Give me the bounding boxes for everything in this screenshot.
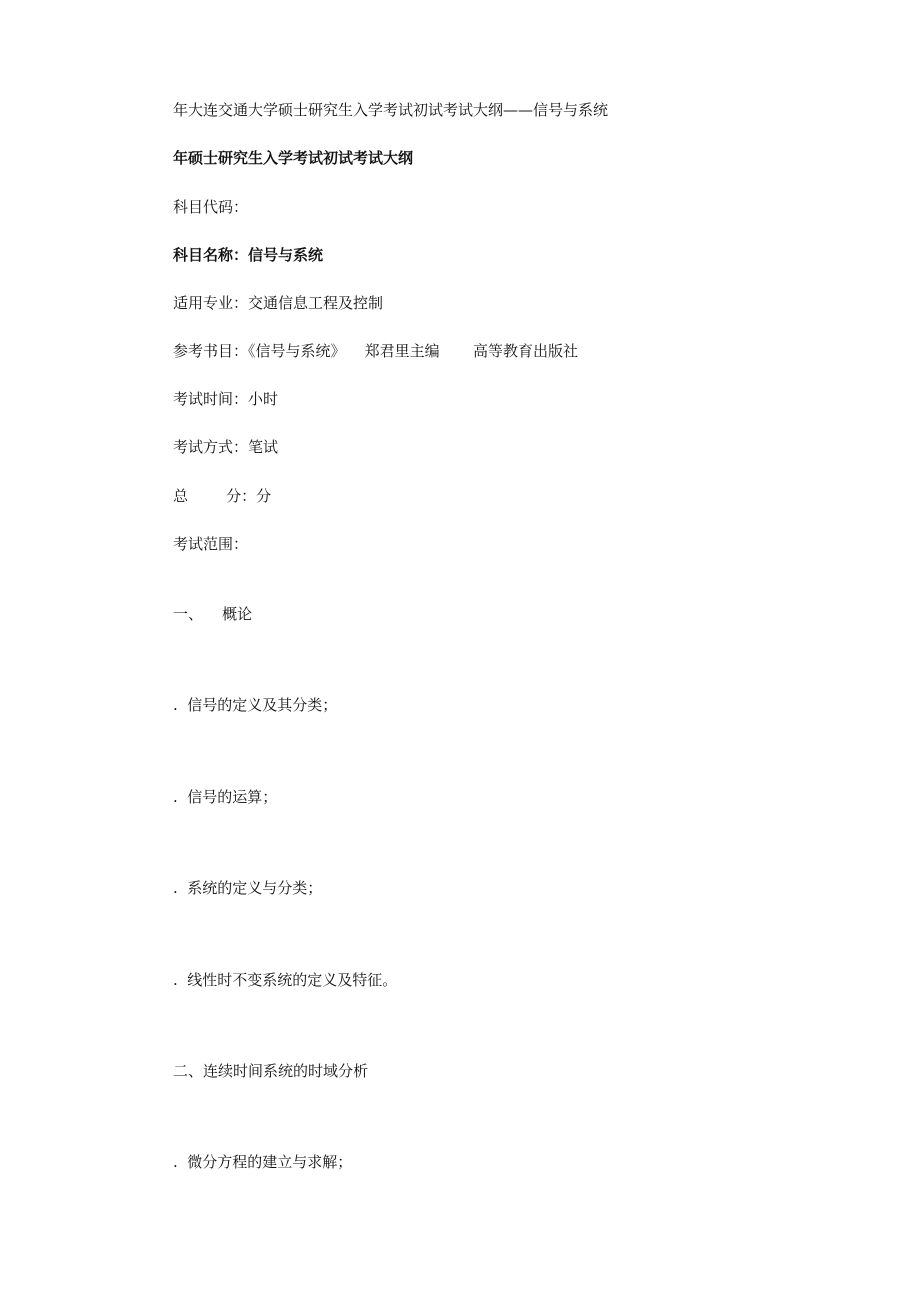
exam-scope: 考试范围： [173,535,249,553]
section-item: . 线性时不变系统的定义及特征。 [173,971,398,989]
section-item: . 系统的定义与分类； [173,879,323,897]
exam-time: 考试时间：小时 [173,390,279,408]
section-item: . 信号的运算； [173,788,278,806]
total-score: 总 分：分 [173,487,272,505]
subject-code: 科目代码： [173,198,249,216]
reference-book: 参考书目：《信号与系统》 郑君里主编 高等教育出版社 [173,342,578,360]
subject-name: 科目名称：信号与系统 [173,246,324,264]
section-heading: 二、连续时间系统的时域分析 [173,1062,369,1080]
exam-format: 考试方式：笔试 [173,438,279,456]
section-item: . 信号的定义及其分类； [173,696,338,714]
document-title: 年大连交通大学硕士研究生入学考试初试考试大纲——信号与系统 [173,101,609,119]
section-heading: 一、 概论 [173,605,253,623]
section-item: . 微分方程的建立与求解； [173,1153,353,1171]
applicable-major: 适用专业：交通信息工程及控制 [173,294,384,312]
outline-title: 年硕士研究生入学考试初试考试大纲 [173,149,414,167]
